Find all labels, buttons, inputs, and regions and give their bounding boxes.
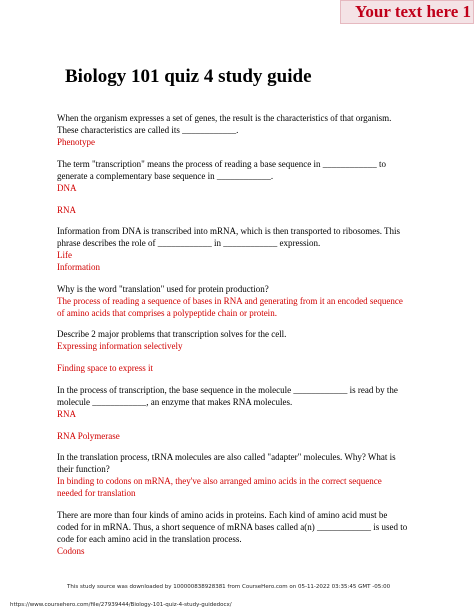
question-6-line-2: molecule ____________, an enzyme that makes RNA molecules. — [57, 397, 293, 407]
question-2-line-1: The term "transcription" means the process of reading a base sequence in ____________ to — [57, 159, 387, 169]
question-8-line-3: code for each amino acid in the translation process. — [57, 534, 242, 544]
question-3-line-2: phrase describes the role of ____________ in ____________ expression. — [57, 238, 321, 248]
question-7-line-1: In the translation process, tRNA molecules are also called "adapter" molecules. Why? What is — [57, 452, 396, 462]
footer-download-note: This study source was downloaded by 100000838928381 from CourseHero.com on 05-11-2022 03:35:45 GMT -05:00 — [67, 584, 391, 590]
answer-8: Codons — [57, 546, 85, 556]
answer-5a: Expressing information selectively — [57, 341, 183, 351]
footer-url[interactable]: https://www.coursehero.com/file/27939444/Biology-101-quiz-4-study-guidedocx/ — [10, 602, 232, 608]
answer-4-line-2: of amino acids that comprises a polypeptide chain or protein. — [57, 308, 277, 318]
question-8-line-2: coded for in mRNA. Thus, a short sequence of mRNA bases called a(n) ____________ is used to — [57, 522, 408, 532]
answer-3a: Life — [57, 250, 72, 260]
answer-5b: Finding space to express it — [57, 363, 153, 373]
question-4: Why is the word "translation" used for protein production? — [57, 284, 269, 294]
answer-6b: RNA Polymerase — [57, 431, 120, 441]
answer-4-line-1: The process of reading a sequence of bases in RNA and generating from it an encoded sequence — [57, 296, 403, 306]
banner-text: Your text here 1 — [355, 2, 471, 21]
question-5: Describe 2 major problems that transcription solves for the cell. — [57, 329, 287, 339]
answer-2b: RNA — [57, 205, 77, 215]
answer-7-line-1: In binding to codons on mRNA, they've also arranged amino acids in the correct sequence — [57, 476, 382, 486]
question-1-line-1: When the organism expresses a set of genes, the result is the characteristics of that organism. — [57, 113, 392, 123]
banner — [340, 0, 474, 24]
question-7-line-2: their function? — [57, 464, 110, 474]
page-title: Biology 101 quiz 4 study guide — [65, 66, 312, 87]
answer-2a: DNA — [57, 183, 77, 193]
answer-1: Phenotype — [57, 137, 95, 147]
question-3-line-1: Information from DNA is transcribed into mRNA, which is then transported to ribosomes. This — [57, 226, 401, 236]
question-1-line-2: These characteristics are called its ____________. — [57, 125, 239, 135]
answer-6a: RNA — [57, 409, 77, 419]
question-8-line-1: There are more than four kinds of amino acids in proteins. Each kind of amino acid must be — [57, 510, 388, 520]
answer-7-line-2: needed for translation — [57, 488, 136, 498]
question-6-line-1: In the process of transcription, the base sequence in the molecule ____________ is read by the — [57, 385, 398, 395]
answer-3b: Information — [57, 262, 100, 272]
question-2-line-2: generate a complementary base sequence in ____________. — [57, 171, 274, 181]
